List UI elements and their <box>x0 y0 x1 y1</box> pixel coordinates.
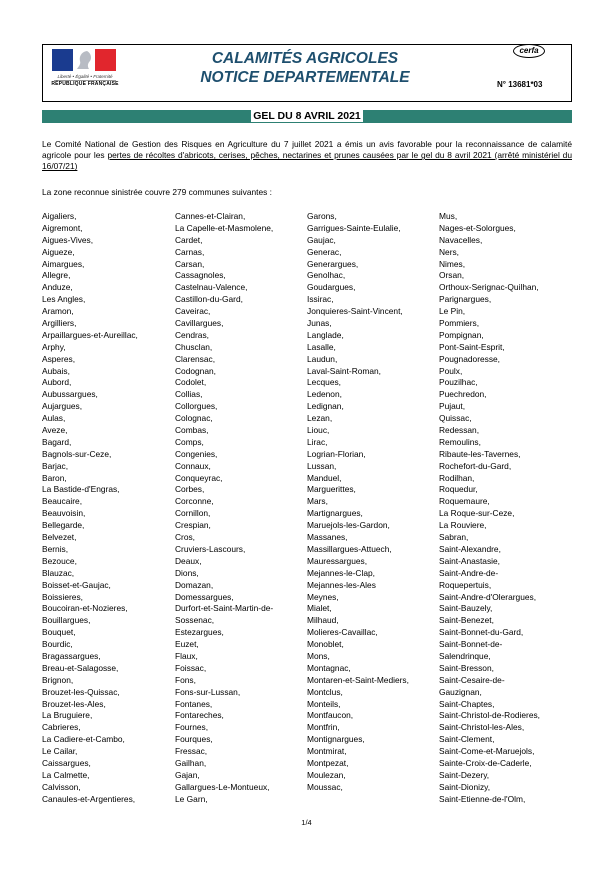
commune-item: Moulezan, <box>307 769 346 780</box>
commune-item: Crespian, <box>175 520 211 531</box>
commune-item: Laval-Saint-Roman, <box>307 365 382 376</box>
commune-item: Saint-Dionizy, <box>439 781 491 792</box>
commune-item: Codolet, <box>175 377 207 388</box>
commune-item: Arphy, <box>42 341 66 352</box>
commune-item: Saint-Cesaire-de- <box>439 674 505 685</box>
commune-item: Aubussargues, <box>42 389 98 400</box>
commune-item: Lussan, <box>307 460 337 471</box>
commune-item: Issirac, <box>307 294 334 305</box>
commune-item: Jonquieres-Saint-Vincent, <box>307 306 403 317</box>
commune-item: Montaren-et-Saint-Mediers, <box>307 674 409 685</box>
commune-item: Bouquet, <box>42 627 76 638</box>
commune-item: Le Garn, <box>175 793 208 804</box>
commune-item: Saint-Bauzely, <box>439 603 493 614</box>
commune-item: Boucoiran-et-Nozieres, <box>42 603 128 614</box>
commune-item: Mauressargues, <box>307 555 368 566</box>
commune-item: Ners, <box>439 246 460 257</box>
commune-item: Generac, <box>307 246 342 257</box>
republic-name: RÉPUBLIQUE FRANÇAISE <box>51 81 119 87</box>
commune-item: Connaux, <box>175 460 211 471</box>
commune-item: Cannes-et-Clairan, <box>175 211 246 221</box>
commune-item: Lirac, <box>307 436 328 447</box>
commune-item: Estezargues, <box>175 627 224 638</box>
commune-item: Saint-Christol-les-Ales, <box>439 722 525 733</box>
commune-item: Calvisson, <box>42 781 81 792</box>
commune-item: Saint-Andre-de- <box>439 567 499 578</box>
commune-item: Bouillargues, <box>42 615 91 626</box>
commune-item: Fontanes, <box>175 698 213 709</box>
commune-item: Belvezet, <box>42 532 77 543</box>
commune-item: Cendras, <box>175 329 209 340</box>
commune-item: Aimargues, <box>42 258 85 269</box>
commune-item: Remoulins, <box>439 436 481 447</box>
commune-item: Saint-Andre-d'Olerargues, <box>439 591 537 602</box>
commune-item: Pont-Saint-Esprit, <box>439 341 505 352</box>
commune-item: Goudargues, <box>307 282 356 293</box>
commune-item: Massillargues-Attuech, <box>307 543 392 554</box>
commune-item: Conqueyrac, <box>175 472 223 483</box>
commune-column-3 <box>307 211 409 794</box>
commune-item: Blauzac, <box>42 567 75 578</box>
commune-item: Gailhan, <box>175 757 207 768</box>
commune-item: Rodilhan, <box>439 472 475 483</box>
commune-item: La Bruguiere, <box>42 710 93 721</box>
commune-item: Ribaute-les-Tavernes, <box>439 448 521 459</box>
commune-item: Manduel, <box>307 472 342 483</box>
commune-item: Comps, <box>175 436 204 447</box>
page-number: 1/4 <box>301 818 312 827</box>
commune-item: Saint-Dezery, <box>439 769 490 780</box>
commune-item: Orsan, <box>439 270 465 281</box>
commune-item: Brouzet-les-Quissac, <box>42 686 120 697</box>
commune-item: Chusclan, <box>175 341 213 352</box>
commune-item: Montfrin, <box>307 722 340 733</box>
commune-item: La Rouviere, <box>439 520 487 531</box>
commune-item: Fons-sur-Lussan, <box>175 686 241 697</box>
commune-item: Saint-Alexandre, <box>439 543 501 554</box>
commune-item: Liouc, <box>307 425 330 436</box>
commune-item: Pougnadoresse, <box>439 353 500 364</box>
commune-item: Mejannes-le-Clap, <box>307 567 375 578</box>
commune-item: Junas, <box>307 318 332 329</box>
commune-item: Collias, <box>175 389 203 400</box>
commune-item: Collorgues, <box>175 401 218 412</box>
commune-item: Saint-Anastasie, <box>439 555 500 566</box>
intro-paragraph <box>42 139 572 173</box>
commune-item: Martignargues, <box>307 508 363 519</box>
commune-item: Arpaillargues-et-Aureillac, <box>42 329 138 340</box>
commune-item: Bragassargues, <box>42 650 101 661</box>
main-title: CALAMITÉS AGRICOLES <box>211 50 399 67</box>
commune-item: Massanes, <box>307 532 348 543</box>
commune-item: Nimes, <box>439 258 466 269</box>
commune-item: Roquepertuis, <box>439 579 492 590</box>
commune-item: Fontareches, <box>175 710 224 721</box>
commune-column-1 <box>42 211 138 806</box>
commune-item: Langlade, <box>307 329 344 340</box>
commune-item: Deaux, <box>175 555 202 566</box>
commune-item: Codognan, <box>175 365 216 376</box>
commune-item: Montfaucon, <box>307 710 354 721</box>
flag-red-band <box>95 49 116 71</box>
commune-item: Bourdic, <box>42 639 73 650</box>
commune-item: Generargues, <box>307 258 359 269</box>
commune-item: Les Angles, <box>42 294 86 305</box>
commune-item: Mialet, <box>307 603 332 614</box>
commune-item: Redessan, <box>439 425 480 436</box>
commune-item: Pommiers, <box>439 318 480 329</box>
commune-item: Fourques, <box>175 734 213 745</box>
commune-item: Euzet, <box>175 639 199 650</box>
commune-item: Cabrieres, <box>42 722 81 733</box>
commune-item: Fressac, <box>175 746 208 757</box>
commune-item: La Capelle-et-Masmolene, <box>175 222 274 233</box>
commune-item: Nages-et-Solorgues, <box>439 222 516 233</box>
commune-item: Aigueze, <box>42 246 75 257</box>
commune-item: Salendrinque, <box>439 650 491 661</box>
commune-item: Sabran, <box>439 532 469 543</box>
commune-item: Durfort-et-Saint-Martin-de- <box>175 603 274 614</box>
flag-white-band <box>73 49 95 71</box>
commune-item: Maruejols-les-Gardon, <box>307 520 390 531</box>
commune-item: Fons, <box>175 674 196 685</box>
republic-motto: Liberté • Égalité • Fraternité <box>57 74 113 79</box>
commune-column-4 <box>439 211 540 806</box>
commune-item: Cardet, <box>175 234 203 245</box>
commune-item: Moussac, <box>307 781 343 792</box>
commune-item: Flaux, <box>175 650 198 661</box>
commune-item: Saint-Etienne-de-l'Olm, <box>439 793 526 804</box>
commune-item: Boissieres, <box>42 591 83 602</box>
commune-item: Carsan, <box>175 258 205 269</box>
commune-item: Monoblet, <box>307 639 344 650</box>
commune-item: Garrigues-Sainte-Eulalie, <box>307 222 401 233</box>
commune-item: Ledenon, <box>307 389 342 400</box>
commune-item: Puechredon, <box>439 389 487 400</box>
commune-item: Castillon-du-Gard, <box>175 294 243 305</box>
commune-item: Canaules-et-Argentieres, <box>42 793 136 804</box>
commune-item: Anduze, <box>42 282 73 293</box>
commune-item: Navacelles, <box>439 234 483 245</box>
commune-item: Saint-Bresson, <box>439 662 494 673</box>
commune-item: Corbes, <box>175 484 205 495</box>
commune-item: Beauvoisin, <box>42 508 86 519</box>
commune-item: Montagnac, <box>307 662 351 673</box>
commune-item: Laudun, <box>307 353 338 364</box>
commune-item: Baron, <box>42 472 67 483</box>
commune-item: Quissac, <box>439 413 472 424</box>
cerfa-logo: cerfa <box>513 44 545 58</box>
commune-item: Bellegarde, <box>42 520 85 531</box>
commune-item: Marguerittes, <box>307 484 356 495</box>
commune-item: Pouzilhac, <box>439 377 478 388</box>
commune-column-2 <box>175 211 273 806</box>
commune-item: La Roque-sur-Ceze, <box>439 508 515 519</box>
marianne-logo <box>46 47 124 95</box>
commune-item: Mus, <box>439 211 458 221</box>
commune-item: Montclus, <box>307 686 343 697</box>
commune-item: Colognac, <box>175 413 213 424</box>
commune-item: Aujargues, <box>42 401 83 412</box>
commune-item: Saint-Benezet, <box>439 615 494 626</box>
commune-item: Roquemaure, <box>439 496 490 507</box>
commune-item: Barjac, <box>42 460 69 471</box>
commune-item: Bagnols-sur-Ceze, <box>42 448 112 459</box>
commune-item: Montmirat, <box>307 746 347 757</box>
commune-item: Caveirac, <box>175 306 211 317</box>
commune-item: Sainte-Croix-de-Caderle, <box>439 757 532 768</box>
commune-item: Sossenac, <box>175 615 215 626</box>
commune-item: Aigremont, <box>42 222 83 233</box>
commune-item: Aulas, <box>42 413 66 424</box>
commune-item: Cruviers-Lascours, <box>175 543 246 554</box>
commune-item: Aigaliers, <box>42 211 77 221</box>
commune-item: Aubord, <box>42 377 72 388</box>
commune-item: Lecques, <box>307 377 341 388</box>
commune-item: Saint-Bonnet-de- <box>439 639 503 650</box>
commune-item: Le Cailar, <box>42 746 78 757</box>
commune-item: Clarensac, <box>175 353 216 364</box>
commune-item: Molieres-Cavaillac, <box>307 627 378 638</box>
commune-item: Montignargues, <box>307 734 365 745</box>
commune-item: Pujaut, <box>439 401 466 412</box>
commune-item: Gajan, <box>175 769 200 780</box>
commune-item: Domessargues, <box>175 591 234 602</box>
commune-item: Lezan, <box>307 413 333 424</box>
commune-item: Montpezat, <box>307 757 349 768</box>
french-flag-icon <box>52 49 116 71</box>
commune-item: Cros, <box>175 532 196 543</box>
commune-item: Ledignan, <box>307 401 344 412</box>
commune-item: Foissac, <box>175 662 207 673</box>
marianne-profile-icon <box>73 49 95 71</box>
commune-item: Monteils, <box>307 698 341 709</box>
commune-item: Boisset-et-Gaujac, <box>42 579 111 590</box>
flag-blue-band <box>52 49 73 71</box>
commune-item: Mejannes-les-Ales <box>307 579 376 590</box>
commune-item: Mons, <box>307 650 330 661</box>
commune-item: La Calmette, <box>42 769 90 780</box>
commune-item: Lasalle, <box>307 341 336 352</box>
commune-item: Aigues-Vives, <box>42 234 94 245</box>
commune-item: Brignon, <box>42 674 74 685</box>
commune-item: Cornillon, <box>175 508 211 519</box>
commune-item: Carnas, <box>175 246 205 257</box>
commune-item: Combas, <box>175 425 209 436</box>
commune-item: Bagard, <box>42 436 72 447</box>
intro-text: Le Comité National de Gestion des Risques en Agriculture du 7 juillet 2021 a émis un avis favorable pour la reconnaissance de calamité agricole pour les <box>42 139 572 161</box>
commune-item: Brouzet-les-Ales, <box>42 698 106 709</box>
commune-item: Mars, <box>307 496 328 507</box>
commune-item: Bezouce, <box>42 555 77 566</box>
commune-item: Roquedur, <box>439 484 478 495</box>
commune-item: Le Pin, <box>439 306 466 317</box>
commune-item: Rochefort-du-Gard, <box>439 460 512 471</box>
commune-item: Saint-Bonnet-du-Gard, <box>439 627 524 638</box>
commune-item: Genolhac, <box>307 270 346 281</box>
commune-item: Poulx, <box>439 365 463 376</box>
commune-item: Aubais, <box>42 365 70 376</box>
commune-item: Fournes, <box>175 722 209 733</box>
commune-item: Saint-Christol-de-Rodieres, <box>439 710 541 721</box>
commune-item: Castelnau-Valence, <box>175 282 248 293</box>
commune-item: Caissargues, <box>42 757 91 768</box>
commune-item: Pompignan, <box>439 329 484 340</box>
commune-item: Aveze, <box>42 425 68 436</box>
commune-item: Gaujac, <box>307 234 336 245</box>
commune-item: Beaucaire, <box>42 496 83 507</box>
commune-item: Congenies, <box>175 448 218 459</box>
commune-item: Breau-et-Salagosse, <box>42 662 119 673</box>
intro-underlined-text: pertes de récoltes d'abricots, cerises, pêches, nectarines et prunes causées par le gel du 8 avril 2021 (arrêté ministériel du 16/07/21) <box>42 150 572 172</box>
commune-item: Allegre, <box>42 270 71 281</box>
event-title-text: GEL DU 8 AVRIL 2021 <box>253 110 361 122</box>
commune-item: Domazan, <box>175 579 214 590</box>
commune-item: Corconne, <box>175 496 214 507</box>
commune-item: Saint-Come-et-Maruejols, <box>439 746 535 757</box>
commune-item: Gallargues-Le-Montueux, <box>175 781 270 792</box>
commune-item: Gauzignan, <box>439 686 482 697</box>
commune-item: Saint-Chaptes, <box>439 698 495 709</box>
commune-item: Bernis, <box>42 543 69 554</box>
commune-item: Milhaud, <box>307 615 339 626</box>
commune-item: Argilliers, <box>42 318 77 329</box>
commune-item: Garons, <box>307 211 337 221</box>
commune-item: La Bastide-d'Engras, <box>42 484 120 495</box>
commune-item: La Cadiere-et-Cambo, <box>42 734 125 745</box>
commune-item: Meynes, <box>307 591 339 602</box>
sub-title: NOTICE DEPARTEMENTALE <box>200 69 410 86</box>
zone-statement: La zone reconnue sinistrée couvre 279 communes suivantes : <box>42 187 272 197</box>
commune-item: Parignargues, <box>439 294 492 305</box>
commune-item: Dions, <box>175 567 199 578</box>
commune-item: Cavillargues, <box>175 318 224 329</box>
commune-item: Orthoux-Serignac-Quilhan, <box>439 282 539 293</box>
event-title <box>42 110 572 123</box>
commune-item: Asperes, <box>42 353 76 364</box>
commune-item: Saint-Clement, <box>439 734 495 745</box>
commune-item: Aramon, <box>42 306 74 317</box>
notice-number: N° 13681*03 <box>497 80 543 89</box>
commune-item: Logrian-Florian, <box>307 448 366 459</box>
commune-item: Cassagnoles, <box>175 270 226 281</box>
